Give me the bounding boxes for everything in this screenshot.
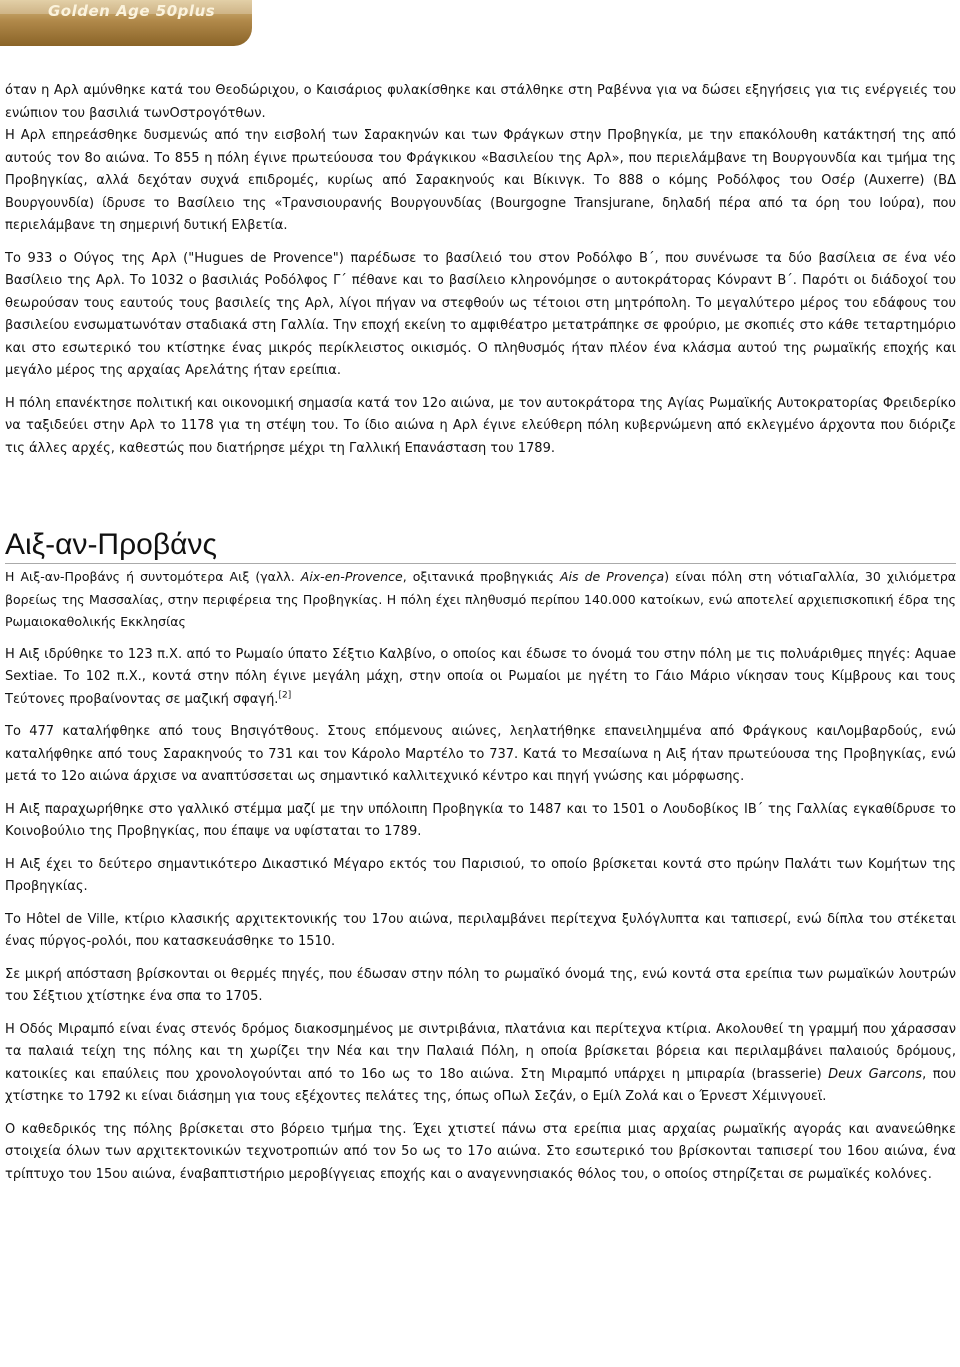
italic-name-occitan: Ais de Provença [559,569,665,584]
text-run: Η Αιξ-αν-Προβάνς ή συντομότερα Αιξ (γαλλ. [5,569,301,584]
text-run: , οξιτανικά προβηγκιάς [402,569,560,584]
paragraph-hotel-de-ville: Το Hôtel de Ville, κτίριο κλασικής αρχιτεκτονικής του 17ου αιώνα, περιλαμβάνει περίτεχνα ξυλόγλυπτα και ταπισερί, ενώ δίπλα του στέκεται ένας πύργος-ρολόι, που κατασκευάσθηκε το 1510. [5,911,956,949]
paragraph-french-crown: Η Αιξ παραχωρήθηκε στο γαλλικό στέμμα μαζί με την υπόλοιπη Προβηγκία το 1487 και το 1501 ο Λουδοβίκος ΙΒ΄ της Γαλλίας εγκαθίδρυσε το Κοινοβούλιο της Προβηγκίας, που έπαψε να υφίσταται το 1789. [5,801,956,839]
paragraph-cours-mirabeau [5,1019,956,1109]
italic-brasserie-name: Deux Garcons [828,1066,923,1082]
paragraph-courthouse: Η Αιξ έχει το δεύτερο σημαντικότερο Δικαστικό Μέγαρο εκτός του Παρισιού, το οποίο βρίσκεται κοντά στο πρώην Παλάτι των Κομήτων της Προβηγκίας. [5,856,956,894]
paragraph-intro-3: Το 933 ο Ούγος της Αρλ ("Hugues de Provence") παρέδωσε το βασίλειό του στον Ροδόλφο Β΄, που συνένωσε τα δύο βασίλεια σε ένα νέο Βασίλειο της Αρλ. Το 1032 ο βασιλιάς Ροδόλφος Γ΄ πέθανε και το βασίλειο κληρονόμησε ο αυτοκράτορας Κόνραντ Β΄. Παρότι οι διάδοχοί του θεωρούσαν τους εαυτούς τους βασιλείς της Αρλ, λίγοι πήγαν να στεφθούν ως τέτοιοι στη μητρόπολη. Το μεγαλύτερο μέρος του εδάφους του βασιλείου ενσωματωνόταν σταδιακά στη Γαλλία. Την εποχή εκείνη το αμφιθέατρο μετατράπηκε σε φρούριο, με σκοπιές στο κάθε τεταρτημόριο και στο εσωτερικό του κτίστηκε ένας μικρός περίκλειστος οικισμός. Ο πληθυσμός ήταν πλέον ένα κλάσμα αυτού της ρωμαϊκής εποχής και μεγάλο μέρος της αρχαίας Αρελάτης ήταν ερείπια. [5,250,956,378]
text-run: ) είναι πόλη στη νότιαΓαλλία, 30 χιλιόμετρα βορείως της Μασσαλίας, στην περιφέρεια της Προβηγκίας. Η πόλη έχει πληθυσμό περίπου 140.000 κατοίκων, ενώ αποτελεί αρχιεπισκοπική έδρα της Ρωμαιοκαθολικής Εκκλησίας [5,569,956,629]
paragraph-medieval: Το 477 καταλήφθηκε από τους Βησιγότθους. Στους επόμενους αιώνες, λεηλατήθηκε επανειλημμένα από Φράγκους καιΛομβαρδούς, ενώ καταλήφθηκε από τους Σαρακηνούς το 731 και τον Κάρολο Μαρτέλο το 737. Κατά το Μεσαίωνα η Αιξ ήταν πρωτεύουσα της Προβηγκίας, ενώ μετά το 12ο αιώνα άρχισε να αναπτύσσεται ως σημαντικό καλλιτεχνικό κέντρο και πηγή γνώσης και μόρφωσης. [5,724,956,784]
section-heading: Αιξ-αν-Προβάνς [5,527,956,564]
logo-text: Golden Age 50plus [48,2,216,20]
paragraph-intro-2: Η Αρλ επηρεάσθηκε δυσμενώς από την εισβολή των Σαρακηνών και των Φράγκων στην Προβηγκία, με την επακόλουθη κατάκτησή της από αυτούς τον 8ο αιώνα. Το 855 η πόλη έγινε πρωτεύουσα του Φράγκικου «Βασιλείου της Αρλ», που περιελάμβανε τη Βουργουνδία και τμήμα της Προβηγκίας, αλλά δεχόταν συχνά επιδρομές, κυρίως από Σαρακηνούς και Βίκινγκ. Το 888 ο κόμης Ροδόλφος του Οσέρ (Auxerre) (ΒΔ Βουργουνδία) ίδρυσε το Βασίλειο της «Τρανσιουρανής Βουργουνδίας (Bourgogne Transjurane, δηλαδή πέρα από τα όρη του Ιούρα), που περιελάμβανε τη σημερινή δυτική Ελβετία. [5,128,956,233]
section-body [5,566,956,1186]
text-run: Η Αιξ ιδρύθηκε το 123 π.Χ. από το Ρωμαίο ύπατο Σέξτιο Καλβίνο, ο οποίος και έδωσε το όνομά του στην πόλη με τις πολυάριθμες πηγές: Aquae Sextiae. Το 102 π.Χ., κοντά στην πόλη έγινε μεγάλη μάχη, στην οποία οι Ρωμαίοι με ηγέτη το Γάιο Μάριο νίκησαν τους Κίμβρους και τους Τεύτονες προβαίνοντας σε μαζική σφαγή. [5,646,956,707]
site-logo [0,0,252,46]
paragraph-intro-4: Η πόλη επανέκτησε πολιτική και οικονομική σημασία κατά τον 12ο αιώνα, με τον αυτοκράτορα της Αγίας Ρωμαϊκής Αυτοκρατορίας Φρειδερίκο να ταξιδεύει στην Αρλ το 1178 για τη στέψη του. Το ίδιο αιώνα η Αρλ έγινε ελεύθερη πόλη κυβερνώμενη από εκλεγμένο άρχοντα που διόριζε τις άλλες αρχές, καθεστώς που διατήρησε μέχρι τη Γαλλική Επανάσταση του 1789. [5,395,956,456]
reference-link[interactable]: [2] [278,690,292,701]
text-run: Η Οδός Μιραμπό είναι ένας στενός δρόμος διακοσμημένος με σιντριβάνια, πλατάνια και περίτεχνα κτίρια. Ακολουθεί τη γραμμή που χάρασσαν τα παλαιά τείχη της πόλης και τη χωρίζει την Νέα και την Παλαιά Πόλη, η οποία βρίσκεται βόρεια και περιλαμβάνει παλαιούς δρόμους, κατοικίες και επαύλεις που χρονολογούνται από το 16ο ως το 18ο αιώνα. Στη Μιραμπό υπάρχει η μπιραρία (brasserie) [5,1021,956,1082]
paragraph-intro-1: όταν η Αρλ αμύνθηκε κατά του Θεοδώριχου, ο Καισάριος φυλακίσθηκε και στάλθηκε στη Ραβέννα για να δώσει εξηγήσεις για τις ενέργειές του ενώπιον του βασιλιά τωνΟστρογότθων. [5,83,956,121]
text-run: , που χτίστηκε το 1792 κι είναι διάσημη για τους εξέχοντες πελάτες της, όπως οΠωλ Σεζάν, ο Εμίλ Ζολά και ο Έρνεστ Χέμινγουεϊ. [5,1066,957,1104]
paragraph-cathedral: Ο καθεδρικός της πόλης βρίσκεται στο βόρειο τμήμα της. Έχει χτιστεί πάνω στα ερείπια μιας αρχαίας ρωμαϊκής αγοράς και ανανεώθηκε στοιχεία όλων των αρχιτεκτονικών τεχνοτροπιών από τον 5ο ως το 17ο αιώνα. Στο εσωτερικό του βρίσκονται ταπισερί του 16ου αιώνα, ένα τρίπτυχο του 15ου αιώνα, έναβαπτιστήριο μεροβίγγειας εποχής και ο αναγεννησιακός θόλος του, ο οποίος στηρίζεται σε ρωμαϊκές κολόνες. [5,1121,956,1182]
italic-name-french: Aix-en-Provence [300,569,403,584]
article-body [5,80,956,1186]
paragraph-thermal-springs: Σε μικρή απόσταση βρίσκονται οι θερμές πηγές, που έδωσαν στην πόλη το ρωμαϊκό όνομά της, ενώ κοντά στα ερείπια των ρωμαϊκών λουτρών του Σέξτιου χτίστηκε ένα σπα το 1705. [5,966,956,1004]
paragraph-foundation [5,644,956,712]
paragraph-aix-intro [5,566,956,634]
